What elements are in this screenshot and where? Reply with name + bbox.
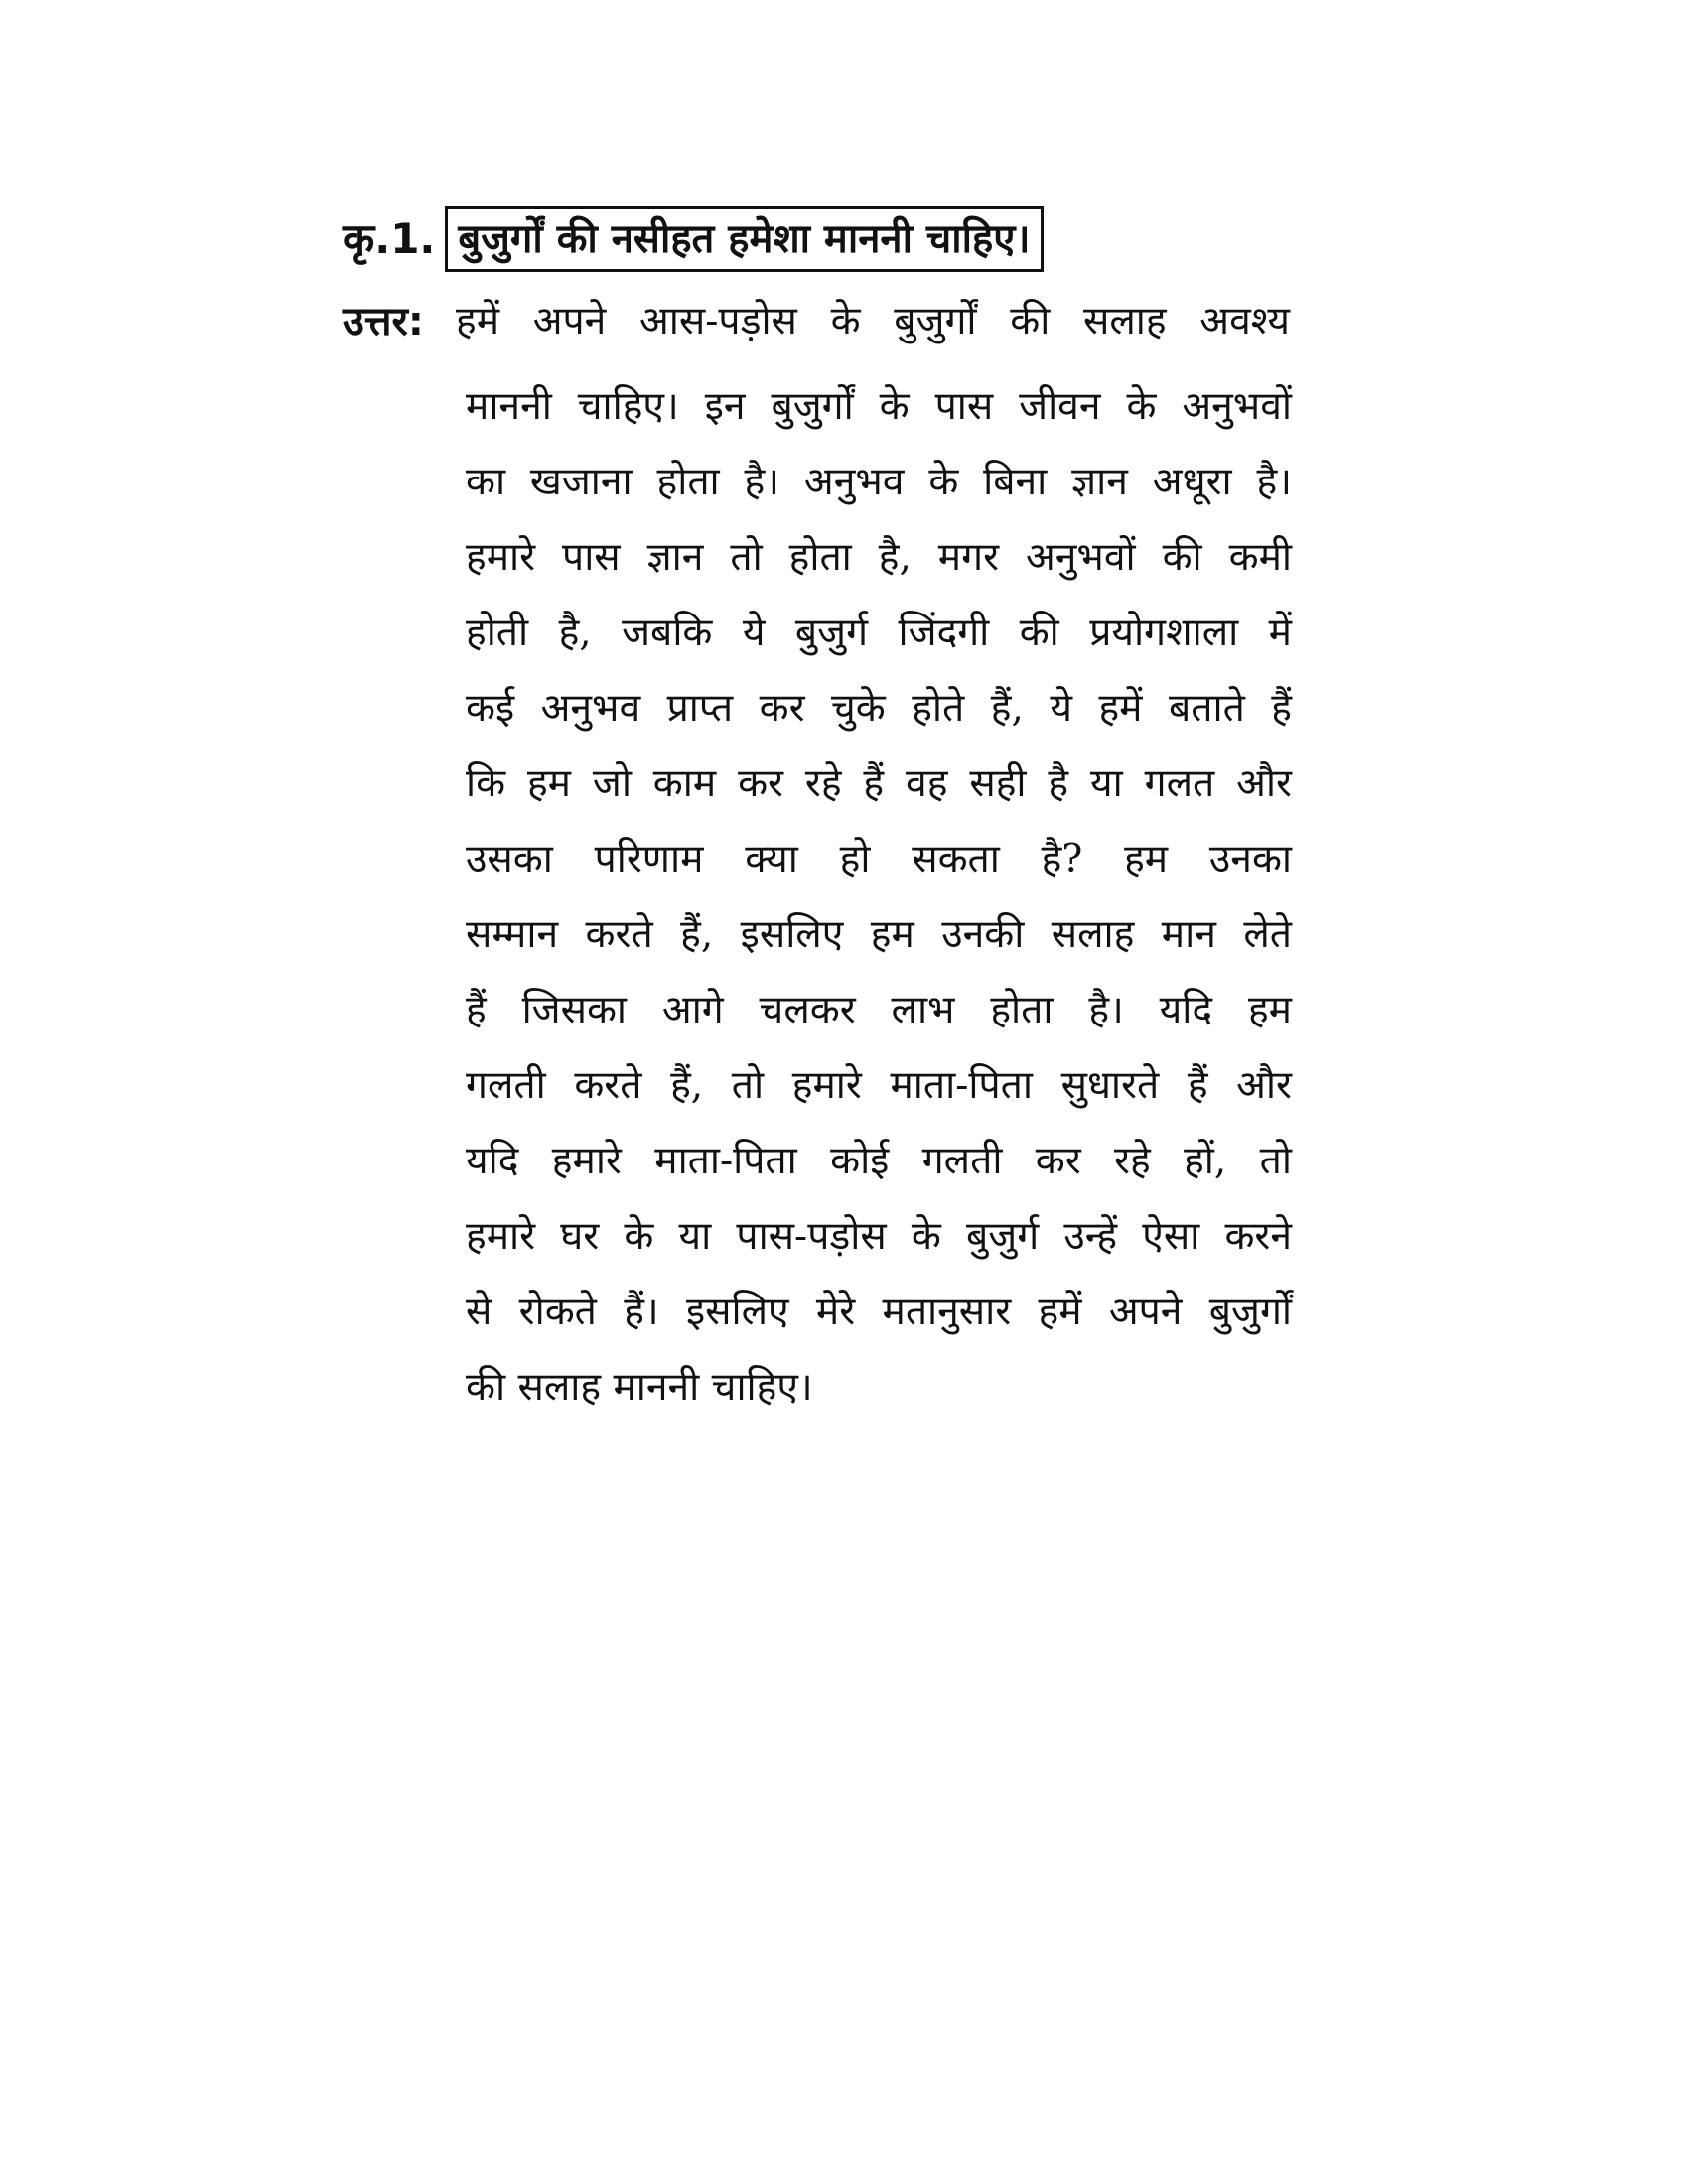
answer-line-12: यदि हमारे माता-पिता कोई गलती कर रहे हों, तो [466, 1139, 1292, 1183]
answer-line-15: की सलाह माननी चाहिए। [466, 1365, 813, 1410]
answer-label: उत्तर: [343, 299, 424, 344]
answer-line-6: कई अनुभव प्राप्त कर चुके होते हैं, ये हमें बताते हैं [466, 686, 1292, 731]
question-title-box: बुजुर्गों की नसीहत हमेशा माननी चाहिए। [445, 206, 1043, 272]
answer-line-1: हमें अपने आस-पड़ोस के बुजुर्गों की सलाह अवश्य [456, 299, 1290, 343]
answer-line-5: होती है, जबकि ये बुजुर्ग जिंदगी की प्रयोगशाला में [466, 611, 1292, 655]
answer-line-14: से रोकते हैं। इसलिए मेरे मतानुसार हमें अपने बुजुर्गों [466, 1290, 1292, 1334]
answer-line-11: गलती करते हैं, तो हमारे माता-पिता सुधारते हैं और [466, 1063, 1292, 1108]
answer-line-8: उसका परिणाम क्या हो सकता है? हम उनका [466, 837, 1292, 882]
answer-line-4: हमारे पास ज्ञान तो होता है, मगर अनुभवों की कमी [466, 535, 1292, 580]
question-heading [343, 206, 1044, 272]
answer-line-7: कि हम जो काम कर रहे हैं वह सही है या गलत और [466, 761, 1292, 806]
answer-line-2: माननी चाहिए। इन बुजुर्गों के पास जीवन के अनुभवों [466, 384, 1292, 429]
answer-line-13: हमारे घर के या पास-पड़ोस के बुजुर्ग उन्हें ऐसा करने [466, 1214, 1292, 1259]
answer-line-10: हैं जिसका आगे चलकर लाभ होता है। यदि हम [466, 988, 1292, 1032]
answer-line-3: का खजाना होता है। अनुभव के बिना ज्ञान अधूरा है। [466, 460, 1292, 504]
answer-body [466, 369, 1292, 1426]
answer-line-9: सम्मान करते हैं, इसलिए हम उनकी सलाह मान लेते [466, 912, 1292, 957]
question-number: कृ.1. [343, 214, 436, 263]
